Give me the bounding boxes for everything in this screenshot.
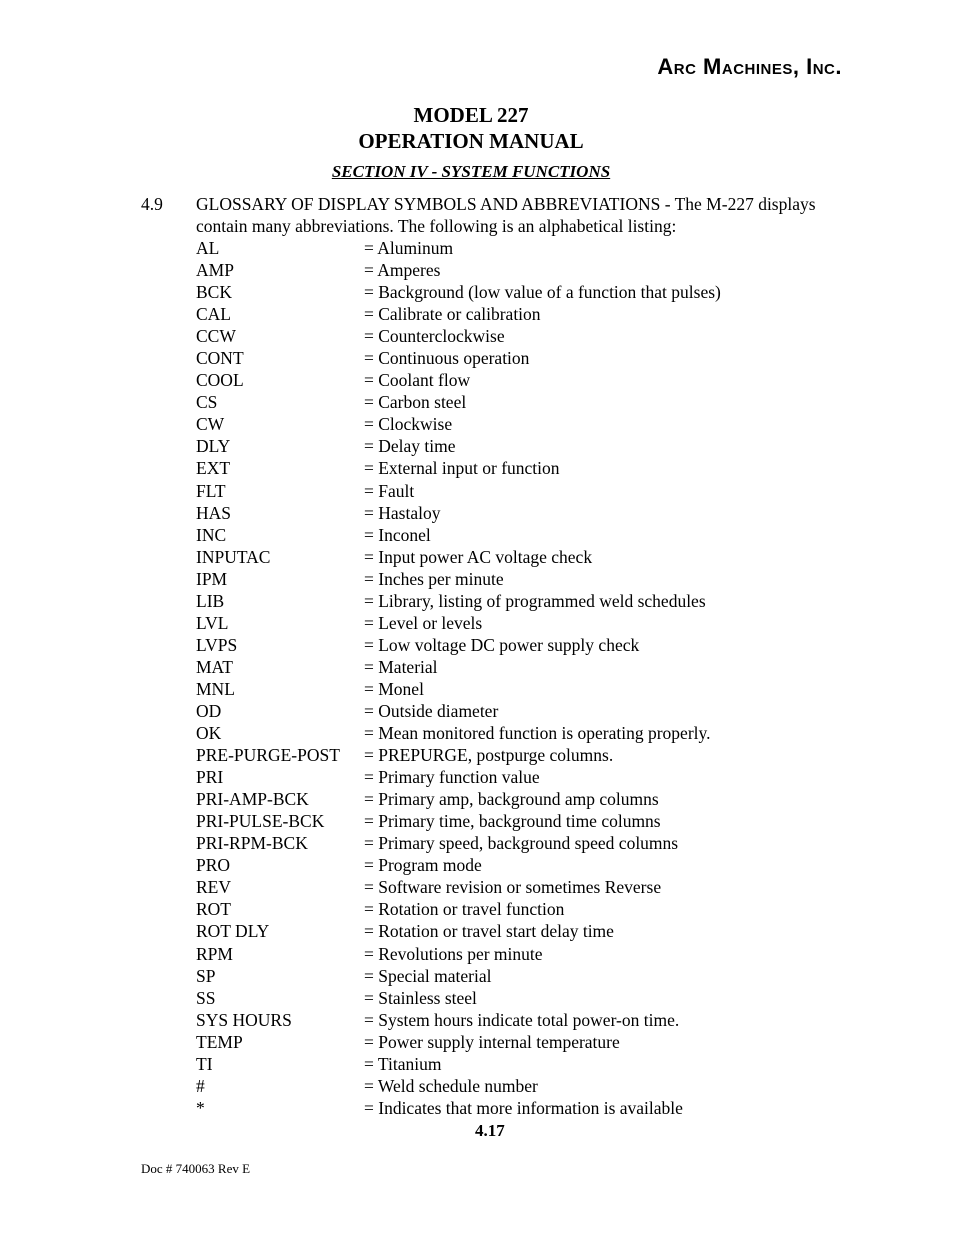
- intro-paragraph: [141, 193, 816, 237]
- glossary-definition: = Inconel: [364, 524, 431, 545]
- glossary-abbreviation: AL: [196, 238, 220, 258]
- glossary-abbreviation: ROT DLY: [196, 921, 270, 942]
- glossary-definition: = Power supply internal temperature: [364, 1031, 620, 1052]
- glossary-definition: = Coolant flow: [364, 370, 471, 391]
- glossary-abbreviation: MAT: [196, 656, 233, 677]
- glossary-definition: = Monel: [364, 678, 424, 699]
- glossary-definition: = Primary time, background time columns: [364, 811, 661, 832]
- document-title-model: MODEL 227: [413, 103, 529, 127]
- glossary-abbreviation: HAS: [196, 502, 232, 523]
- paragraph-number: 4.9: [141, 194, 163, 214]
- glossary-definition: = Revolutions per minute: [364, 943, 543, 964]
- glossary-definition: = Delay time: [364, 436, 456, 457]
- glossary-definition: = Low voltage DC power supply check: [364, 634, 640, 655]
- glossary-abbreviation: COOL: [196, 370, 244, 391]
- glossary-abbreviation: SS: [196, 987, 216, 1008]
- glossary-abbreviation: *: [196, 1097, 205, 1118]
- glossary-definition: = Titanium: [364, 1053, 442, 1074]
- glossary-abbreviation: MNL: [196, 678, 235, 699]
- glossary-abbreviation: SP: [196, 965, 216, 986]
- glossary-definition: = Level or levels: [364, 612, 483, 633]
- glossary-abbreviation: PRI-PULSE-BCK: [196, 811, 325, 832]
- glossary-abbreviation: PRI: [196, 767, 224, 788]
- glossary-abbreviation: PRO: [196, 855, 231, 876]
- glossary-abbreviation: CAL: [196, 304, 231, 325]
- glossary-definition: = Weld schedule number: [364, 1075, 538, 1096]
- glossary-abbreviation: LVPS: [196, 634, 238, 655]
- glossary-abbreviation: PRE-PURGE-POST: [196, 745, 340, 766]
- glossary-abbreviation: FLT: [196, 480, 226, 501]
- document-number: Doc # 740063 Rev E: [141, 1161, 251, 1176]
- glossary-definition: = Software revision or sometimes Reverse: [364, 877, 662, 898]
- glossary-definition: = Material: [364, 656, 438, 677]
- glossary-definition: = Library, listing of programmed weld schedules: [364, 590, 706, 611]
- glossary-definition: = Counterclockwise: [364, 326, 505, 347]
- glossary-definition: = Rotation or travel start delay time: [364, 921, 614, 942]
- document-title-manual: OPERATION MANUAL: [358, 129, 584, 153]
- glossary-definition: = Background (low value of a function that pulses): [364, 282, 721, 303]
- glossary-definition: = External input or function: [364, 458, 560, 479]
- glossary-abbreviation: OD: [196, 700, 222, 721]
- glossary-definition: = Carbon steel: [364, 392, 467, 413]
- glossary-abbreviation: AMP: [196, 260, 234, 281]
- glossary-abbreviation: PRI-RPM-BCK: [196, 833, 308, 854]
- glossary-definition: = Fault: [364, 480, 415, 501]
- glossary-definition: = Special material: [364, 965, 492, 986]
- glossary-definition: = Mean monitored function is operating properly.: [364, 723, 711, 744]
- section-heading: SECTION IV - SYSTEM FUNCTIONS: [331, 162, 611, 181]
- glossary-definition: = System hours indicate total power-on time.: [364, 1009, 680, 1030]
- glossary-abbreviation: DLY: [196, 436, 231, 457]
- title-block: [0, 102, 954, 182]
- glossary-abbreviation: IPM: [196, 568, 228, 589]
- glossary-definition: = Calibrate or calibration: [364, 304, 541, 325]
- glossary-definition: = Inches per minute: [364, 568, 504, 589]
- page-number: 4.17: [475, 1121, 505, 1140]
- glossary-abbreviation: EXT: [196, 458, 231, 479]
- glossary-definition: = Clockwise: [364, 414, 453, 435]
- glossary-definition: = Primary function value: [364, 767, 540, 788]
- company-logo: Arc Machines, Inc.: [657, 54, 842, 79]
- glossary-abbreviation: CONT: [196, 348, 244, 369]
- glossary-abbreviation: TI: [196, 1053, 213, 1074]
- glossary-abbreviation: ROT: [196, 899, 231, 920]
- glossary-abbreviation: PRI-AMP-BCK: [196, 789, 309, 810]
- glossary-definition: = Hastaloy: [364, 502, 441, 523]
- glossary-abbreviation: REV: [196, 877, 231, 898]
- glossary-abbreviation: TEMP: [196, 1031, 243, 1052]
- glossary-definition: = Program mode: [364, 855, 482, 876]
- glossary-definition: = Amperes: [364, 260, 441, 281]
- glossary-abbreviation: BCK: [196, 282, 232, 303]
- glossary-abbreviation: OK: [196, 723, 222, 744]
- glossary-abbreviation: LIB: [196, 590, 225, 611]
- glossary-abbreviation: SYS HOURS: [196, 1009, 292, 1030]
- glossary-definition: = Input power AC voltage check: [364, 546, 593, 567]
- glossary-definition: = Indicates that more information is available: [364, 1097, 683, 1118]
- glossary-definition: = Primary speed, background speed columns: [364, 833, 679, 854]
- glossary-abbreviation: CCW: [196, 326, 236, 347]
- glossary-definition: = PREPURGE, postpurge columns.: [364, 745, 614, 766]
- glossary-definition: = Outside diameter: [364, 700, 499, 721]
- glossary-abbreviation: CW: [196, 414, 225, 435]
- glossary-abbreviation: INPUTAC: [196, 546, 271, 567]
- paragraph-text: GLOSSARY OF DISPLAY SYMBOLS AND ABBREVIATIONS - The M-227 displays contain many abbreviations. The following is an alphabetical listing:: [196, 194, 816, 236]
- glossary-definition: = Rotation or travel function: [364, 899, 565, 920]
- glossary-abbreviation: RPM: [196, 943, 233, 964]
- glossary-definition: = Primary amp, background amp columns: [364, 789, 659, 810]
- glossary-definition: = Aluminum: [364, 238, 454, 258]
- glossary-abbreviation: CS: [196, 392, 218, 413]
- glossary-definition: = Continuous operation: [364, 348, 530, 369]
- glossary-abbreviation: #: [196, 1075, 205, 1096]
- glossary-definition: = Stainless steel: [364, 987, 477, 1008]
- glossary-abbreviation: LVL: [196, 612, 229, 633]
- glossary-abbreviation: INC: [196, 524, 227, 545]
